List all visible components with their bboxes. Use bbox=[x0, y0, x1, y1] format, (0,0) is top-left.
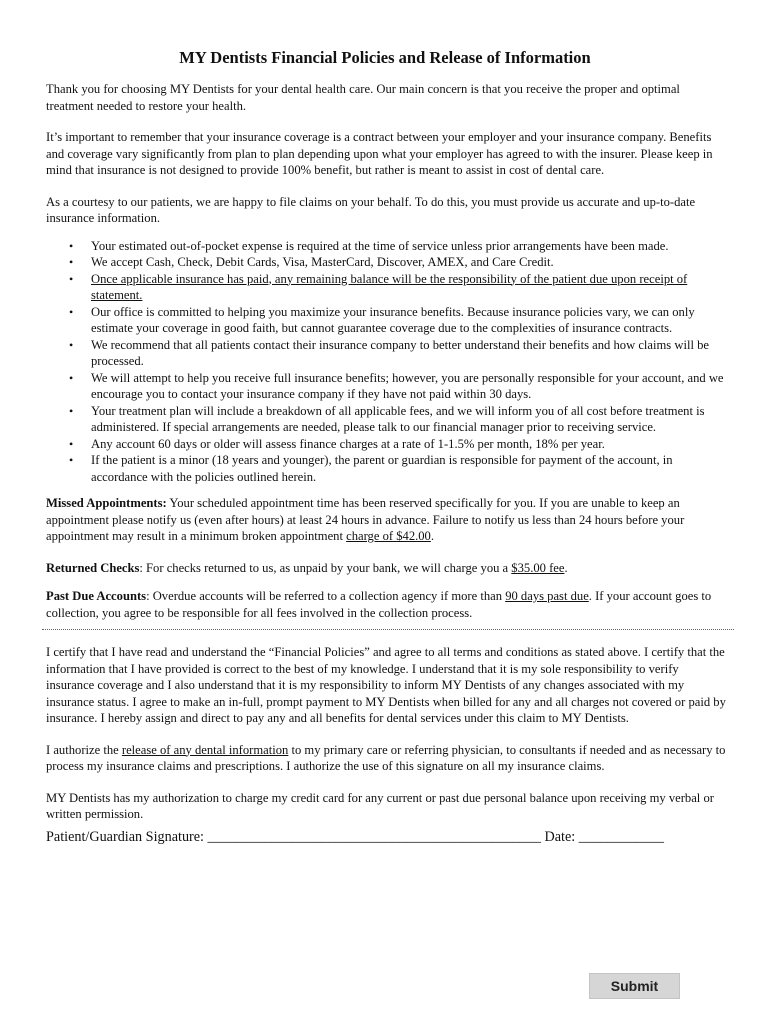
policy-item: • Our office is committed to helping you maximize your insurance benefits. Because insurance policies vary, we can only estimate your coverage in good faith, but cannot guarantee coverage due to the complexities of insurance contracts. bbox=[69, 304, 695, 335]
policy-list bbox=[46, 238, 730, 486]
policy-item: • If the patient is a minor (18 years and younger), the parent or guardian is responsible for payment of the account, in accordance with the policies outlined herein. bbox=[69, 453, 673, 484]
missed-appointments-label: Missed Appointments: bbox=[46, 496, 167, 510]
policy-item: • Your treatment plan will include a breakdown of all applicable fees, and we will inform you of all cost before treatment is administered. If special arrangements are needed, please talk to our financial manager prior to receiving service. bbox=[69, 403, 705, 434]
intro-paragraph: Thank you for choosing MY Dentists for your dental health care. Our main concern is that you receive the proper and optimal treatment needed to restore your health. bbox=[46, 82, 680, 113]
policy-item: • Once applicable insurance has paid, any remaining balance will be the responsibility of the patient due upon receipt of statement. bbox=[69, 271, 688, 302]
section-divider bbox=[42, 629, 734, 630]
past-due-paragraph: Past Due Accounts: Overdue accounts will be referred to a collection agency if more than 90 days past due. If your account goes to collection, you agree to be responsible for all fees involved in the collection process. bbox=[46, 589, 712, 620]
policy-item: • Any account 60 days or older will assess finance charges at a rate of 1-1.5% per month, 18% per year. bbox=[69, 436, 605, 451]
release-information-text: release of any dental information bbox=[121, 742, 289, 757]
date-field[interactable]: ____________ bbox=[578, 828, 664, 845]
policy-item: • We recommend that all patients contact their insurance company to better understand their benefits and how claims will be processed. bbox=[69, 337, 709, 368]
policy-item: • Your estimated out-of-pocket expense is required at the time of service unless prior arrangements have been made. bbox=[69, 238, 669, 253]
credit-card-paragraph: MY Dentists has my authorization to charge my credit card for any current or past due personal balance upon receiving my verbal or written permission. bbox=[46, 790, 714, 821]
bullet-icon: • bbox=[69, 337, 74, 352]
certification-paragraph: I certify that I have read and understand the “Financial Policies” and agree to all terms and conditions as stated above. I certify that the information that I have provided is correct to the best of my knowledge. I understand that it is my sole responsibility to verify insurance coverage and I also understand that it is my responsibility to inform MY Dentists of any changes associated with my insurance status. I agree to make an in-full, prompt payment to MY Dentists when billed for any and all charges not covered or paid by insurance. I hereby assign and direct to pay any and all benefits for dental services under this claim to MY Dentists. bbox=[46, 645, 726, 725]
policy-item: • We accept Cash, Check, Debit Cards, Visa, MasterCard, Discover, AMEX, and Care Credit. bbox=[69, 255, 554, 269]
date-label: Date: bbox=[540, 828, 579, 845]
document-body bbox=[46, 81, 730, 847]
missed-appointment-fee: charge of $42.00 bbox=[346, 529, 431, 543]
bullet-icon: • bbox=[69, 436, 74, 451]
bullet-icon: • bbox=[69, 271, 74, 286]
bullet-icon: • bbox=[69, 255, 74, 269]
submit-button[interactable]: Submit bbox=[589, 973, 680, 999]
bullet-icon: • bbox=[69, 304, 74, 319]
returned-checks-paragraph: Returned Checks: For checks returned to us, as unpaid by your bank, we will charge you a $35.00 fee. bbox=[46, 560, 568, 575]
signature-field[interactable]: _______________________________________________ bbox=[207, 828, 541, 845]
past-due-label: Past Due Accounts bbox=[46, 589, 147, 603]
bullet-icon: • bbox=[69, 453, 74, 467]
signature-row bbox=[46, 827, 730, 847]
insurance-paragraph: It’s important to remember that your insurance coverage is a contract between your employer and your insurance company. Benefits and coverage vary significantly from plan to plan depending upon what your employer has agreed to with the insurer. Please keep in mind that insurance is not designed to provide 100% benefit, but rather is meant to assist in cost of dental care. bbox=[46, 130, 713, 177]
authorization-paragraph: I authorize the release of any dental information to my primary care or referring physician, to consultants if needed and as necessary to process my insurance claims and prescriptions. I authorize the use of this signature on all my insurance claims. bbox=[46, 742, 726, 773]
signature-label: Patient/Guardian Signature: bbox=[46, 828, 208, 845]
bullet-icon: • bbox=[69, 403, 74, 418]
returned-check-fee: $35.00 fee bbox=[511, 560, 565, 575]
courtesy-paragraph: As a courtesy to our patients, we are happy to file claims on your behalf. To do this, you must provide us accurate and up-to-date insurance information. bbox=[46, 194, 696, 225]
bullet-icon: • bbox=[69, 238, 74, 253]
policy-item: • We will attempt to help you receive full insurance benefits; however, you are personally responsible for your account, and we encourage you to contact your insurance company if they have not paid within 30 days. bbox=[69, 370, 724, 401]
bullet-icon: • bbox=[69, 370, 74, 385]
document-title: MY Dentists Financial Policies and Release of Information bbox=[179, 48, 591, 67]
returned-checks-label: Returned Checks bbox=[46, 560, 140, 575]
past-due-days: 90 days past due bbox=[505, 589, 589, 603]
missed-appointments-paragraph: Missed Appointments: Your scheduled appointment time has been reserved specifically for you. If you are unable to keep an appointment please notify us (even after hours) at least 24 hours in advance. Failure to notify us less than 24 hours before your appointment may result in a minimum broken appointment charge of $42.00. bbox=[46, 496, 685, 543]
